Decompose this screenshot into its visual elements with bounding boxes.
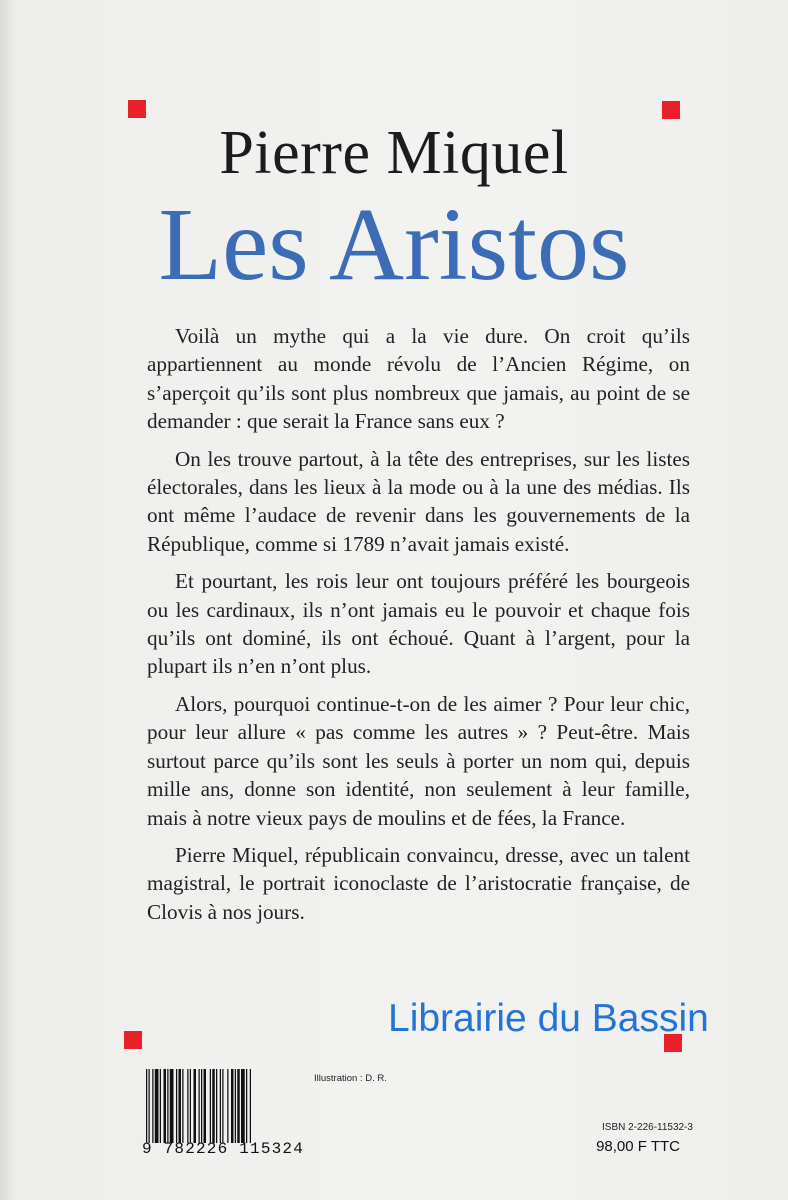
barcode-bar <box>237 1069 240 1143</box>
red-square-top-right <box>662 101 680 119</box>
barcode-bar <box>160 1069 161 1143</box>
barcode-bar <box>176 1069 177 1143</box>
barcode-bar <box>155 1069 159 1143</box>
barcode-bar <box>170 1069 174 1143</box>
blurb-text <box>147 322 690 935</box>
barcode-bar <box>235 1069 236 1143</box>
barcode-bar <box>199 1069 200 1143</box>
barcode-bar <box>210 1069 211 1143</box>
barcode-bar <box>164 1069 167 1143</box>
barcode-bar <box>201 1069 202 1143</box>
barcode-bar <box>194 1069 197 1143</box>
blurb-paragraph: On les trouve partout, à la tête des entreprises, sur les listes électorales, dans les lieux à la mode ou à la une des médias. Ils ont même l’audace de revenir dans les gouvernements de la République, comme si 1789 n’avait jamais existé. <box>147 446 690 556</box>
barcode-bar <box>246 1069 247 1143</box>
blurb-paragraph: Alors, pourquoi continue-t-on de les aimer ? Pour leur chic, pour leur allure « pas comme les autres » ? Peut-être. Mais surtout parce qu’ils sont les seuls à porter un nom qui, depuis mille ans, donne son identité, non seulement à leur famille, mais à notre vieux pays de moulins et de fées, la France. <box>147 691 690 830</box>
barcode-bar <box>146 1069 147 1143</box>
barcode-bar <box>222 1069 223 1143</box>
barcode-bar <box>231 1069 234 1143</box>
barcode-digits: 9 782226 115324 <box>142 1140 305 1158</box>
barcode <box>142 1069 305 1158</box>
barcode-bar <box>149 1069 150 1143</box>
barcode-bar <box>190 1069 191 1143</box>
barcode-bar <box>167 1069 168 1143</box>
barcode-bar <box>250 1069 251 1143</box>
isbn: ISBN 2-226-11532-3 <box>602 1122 693 1133</box>
barcode-bar <box>204 1069 207 1143</box>
barcode-bar <box>179 1069 182 1143</box>
barcode-bar <box>152 1069 153 1143</box>
barcode-bar <box>220 1069 221 1143</box>
blurb-paragraph: Pierre Miquel, républicain convaincu, dresse, avec un talent magistral, le portrait iconoclaste de l’aristocratie française, de Clovis à nos jours. <box>147 842 690 924</box>
red-square-bottom-left <box>124 1031 142 1049</box>
book-title: Les Aristos <box>158 187 630 302</box>
blurb-paragraph: Voilà un mythe qui a la vie dure. On croit qu’ils appartiennent au monde révolu de l’Ancien Régime, on s’aperçoit qu’ils sont plus nombreux que jamais, au point de se demander : que serait la France sans eux ? <box>147 324 690 434</box>
blurb-paragraph: Et pourtant, les rois leur ont toujours préféré les bourgeois ou les cardinaux, ils n’ont jamais eu le pouvoir et chaque fois qu’ils ont dominé, ils ont échoué. Quant à l’argent, pour la plupart ils n’en n’ont plus. <box>147 569 690 679</box>
barcode-bar <box>187 1069 188 1143</box>
barcode-bar <box>216 1069 217 1143</box>
illustration-credit: Illustration : D. R. <box>314 1073 387 1084</box>
barcode-bar <box>241 1069 245 1143</box>
price: 98,00 F TTC <box>596 1138 680 1155</box>
author-name: Pierre Miquel <box>219 119 569 187</box>
barcode-bar <box>212 1069 215 1143</box>
barcode-bars <box>146 1069 298 1143</box>
red-square-top-left <box>128 100 146 118</box>
bookshop-watermark: Librairie du Bassin <box>388 997 709 1040</box>
barcode-bar <box>182 1069 183 1143</box>
barcode-bar <box>227 1069 228 1143</box>
